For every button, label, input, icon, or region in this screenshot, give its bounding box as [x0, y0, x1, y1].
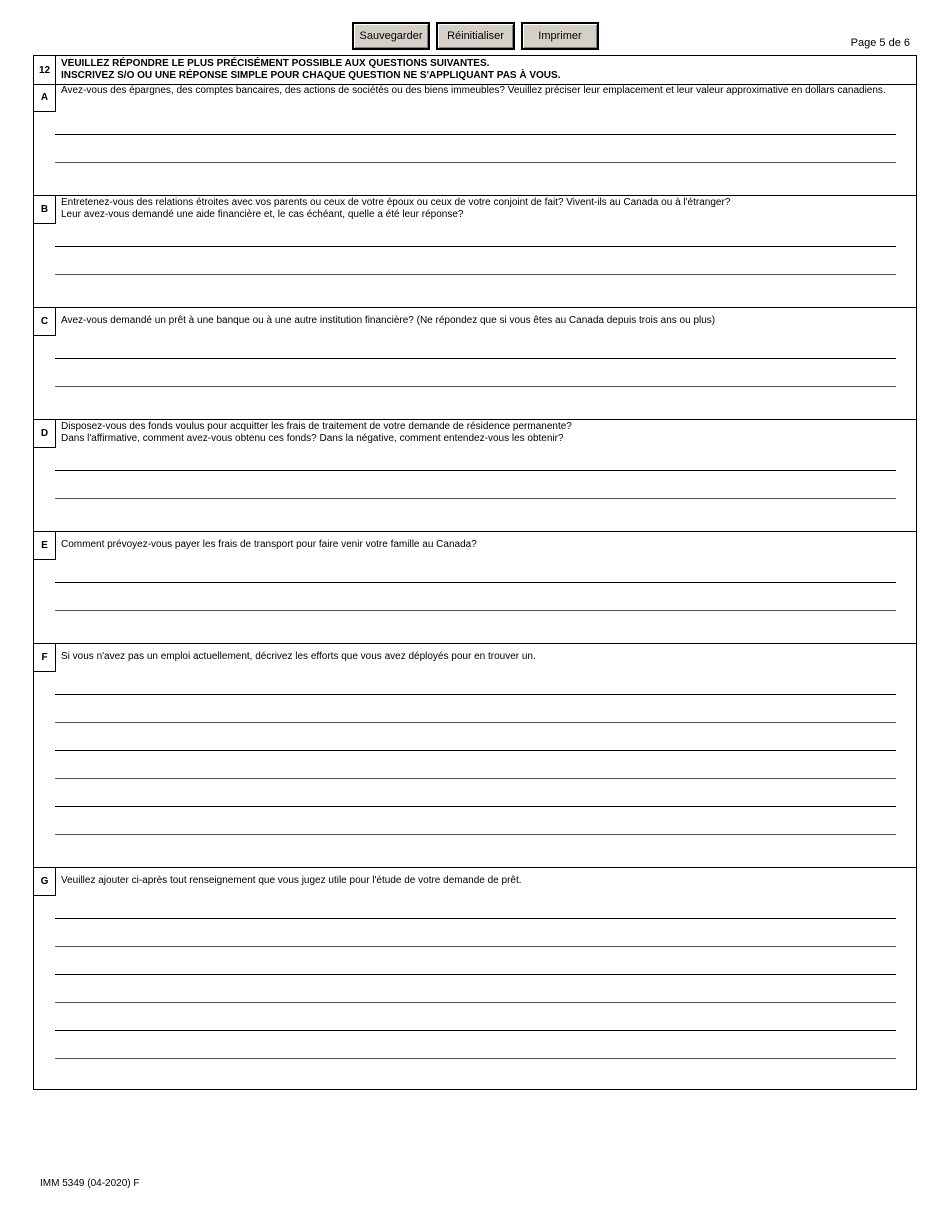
- section-question: [61, 875, 906, 887]
- section-d: [34, 420, 916, 532]
- answer-line[interactable]: [55, 134, 896, 135]
- question-line-1: Avez-vous demandé un prêt à une banque ou à une autre institution financière? (Ne répondez que si vous êtes au Canada depuis trois ans ou plus): [61, 315, 716, 326]
- section-question: [61, 651, 906, 663]
- question-instructions: [61, 58, 560, 82]
- question-line-1: Entretenez-vous des relations étroites avec vos parents ou ceux de votre époux ou ceux de votre conjoint de fait? Vivent-ils au Canada ou à l'étranger?: [61, 197, 731, 208]
- section-g: [34, 868, 916, 1089]
- section-question: [61, 85, 906, 97]
- answer-line[interactable]: [55, 582, 896, 583]
- question-line-1: Veuillez ajouter ci-après tout renseignement que vous jugez utile pour l'étude de votre demande de prêt.: [61, 875, 522, 886]
- instruction-line-1: VEUILLEZ RÉPONDRE LE PLUS PRÉCISÉMENT POSSIBLE AUX QUESTIONS SUIVANTES.: [61, 58, 490, 69]
- save-button[interactable]: Sauvegarder: [352, 22, 430, 50]
- section-c: [34, 308, 916, 420]
- section-letter: G: [34, 868, 56, 896]
- question-header: [34, 56, 916, 85]
- instruction-line-2: INSCRIVEZ S/O OU UNE RÉPONSE SIMPLE POUR CHAQUE QUESTION NE S'APPLIQUANT PAS À VOUS.: [61, 70, 561, 81]
- section-question: [61, 197, 906, 221]
- section-letter: A: [34, 84, 56, 112]
- answer-line[interactable]: [55, 1030, 896, 1031]
- section-letter: F: [34, 644, 56, 672]
- page-number: Page 5 de 6: [850, 37, 910, 49]
- section-letter: B: [34, 196, 56, 224]
- answer-line[interactable]: [55, 470, 896, 471]
- answer-line[interactable]: [55, 750, 896, 751]
- section-letter: C: [34, 308, 56, 336]
- answer-line[interactable]: [55, 834, 896, 835]
- question-line-1: Avez-vous des épargnes, des comptes bancaires, des actions de sociétés ou des biens immeubles? Veuillez préciser leur emplacement et leur valeur approximative en dollars canadiens.: [61, 85, 886, 96]
- print-button[interactable]: Imprimer: [521, 22, 599, 50]
- section-f: [34, 644, 916, 868]
- question-line-1: Si vous n'avez pas un emploi actuellement, décrivez les efforts que vous avez déployés pour en trouver un.: [61, 651, 536, 662]
- form-code: IMM 5349 (04-2020) F: [40, 1178, 140, 1189]
- answer-line[interactable]: [55, 358, 896, 359]
- answer-line[interactable]: [55, 274, 896, 275]
- section-a: [34, 84, 916, 196]
- section-letter: E: [34, 532, 56, 560]
- section-b: [34, 196, 916, 308]
- answer-line[interactable]: [55, 610, 896, 611]
- answer-line[interactable]: [55, 778, 896, 779]
- section-question: [61, 539, 906, 551]
- answer-line[interactable]: [55, 722, 896, 723]
- section-e: [34, 532, 916, 644]
- section-letter: D: [34, 420, 56, 448]
- reset-button[interactable]: Réinitialiser: [436, 22, 515, 50]
- question-12-form: [33, 55, 917, 1090]
- form-toolbar: [352, 22, 599, 50]
- answer-line[interactable]: [55, 806, 896, 807]
- answer-line[interactable]: [55, 918, 896, 919]
- question-number: 12: [34, 56, 56, 84]
- answer-line[interactable]: [55, 162, 896, 163]
- answer-line[interactable]: [55, 974, 896, 975]
- answer-line[interactable]: [55, 498, 896, 499]
- question-line-2: Leur avez-vous demandé une aide financière et, le cas échéant, quelle a été leur réponse?: [61, 209, 464, 220]
- question-line-1: Comment prévoyez-vous payer les frais de transport pour faire venir votre famille au Canada?: [61, 539, 477, 550]
- answer-line[interactable]: [55, 1002, 896, 1003]
- question-line-2: Dans l'affirmative, comment avez-vous obtenu ces fonds? Dans la négative, comment entendez-vous les obtenir?: [61, 433, 564, 444]
- answer-line[interactable]: [55, 246, 896, 247]
- answer-line[interactable]: [55, 1058, 896, 1059]
- section-question: [61, 421, 906, 445]
- question-line-1: Disposez-vous des fonds voulus pour acquitter les frais de traitement de votre demande de résidence permanente?: [61, 421, 572, 432]
- section-question: [61, 315, 906, 327]
- answer-line[interactable]: [55, 946, 896, 947]
- answer-line[interactable]: [55, 386, 896, 387]
- answer-line[interactable]: [55, 694, 896, 695]
